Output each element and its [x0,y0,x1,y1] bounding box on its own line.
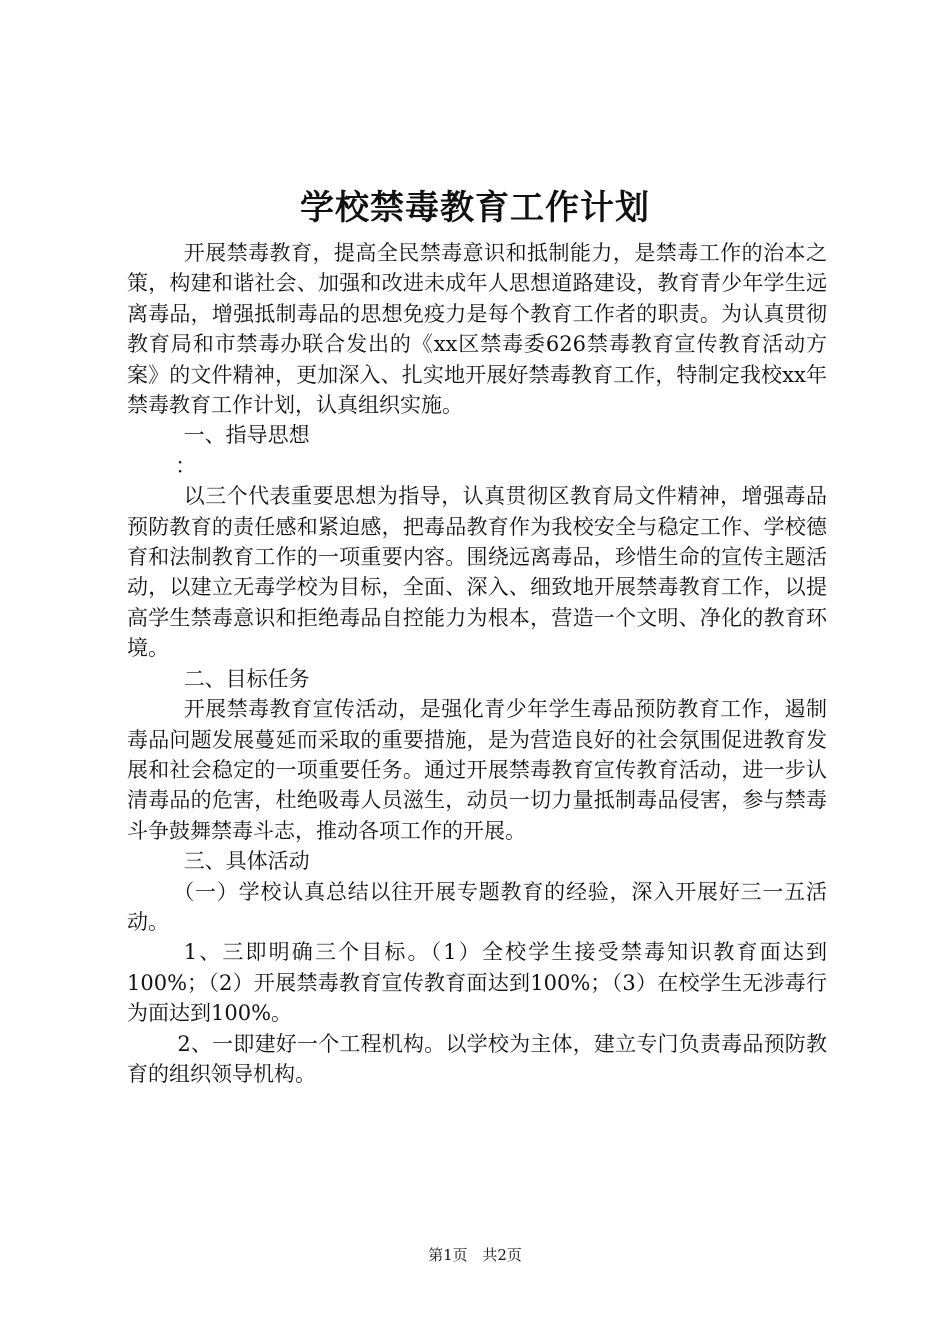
page-total: 共2页 [482,1246,522,1264]
page-title: 学校禁毒教育工作计划 [300,188,650,228]
intro-paragraph: 开展禁毒教育，提高全民禁毒意识和抵制能力，是禁毒工作的治本之策，构建和谐社会、加强和改进未成年人思想道路建设，教育青少年学生远离毒品，增强抵制毒品的思想免疫力是每个教育工作者的职责。为认真贯彻教育局和市禁毒办联合发出的《xx区禁毒委626禁毒教育宣传教育活动方案》的文件精神，更加深入、扎实地开展好禁毒教育工作，特制定我校xx年禁毒教育工作计划，认真组织实施。 [127,241,827,418]
activity-subitem-1: 1、三即明确三个目标。（1）全校学生接受禁毒知识教育面达到100%；（2）开展禁毒教育宣传教育面达到100%；（3）在校学生无涉毒行为面达到100%。 [127,940,827,1026]
section-heading-guiding-ideology: 一、指导思想 [183,423,310,448]
document-body [127,238,827,1089]
page-number: 第1页 [428,1246,468,1264]
activity-item-1: （一）学校认真总结以往开展专题教育的经验，深入开展好三一五活动。 [127,879,827,934]
section-heading-activities: 三、具体活动 [183,849,310,874]
guiding-ideology-paragraph: 以三个代表重要思想为指导，认真贯彻区教育局文件精神，增强毒品预防教育的责任感和紧迫感，把毒品教育作为我校安全与稳定工作、学校德育和法制教育工作的一项重要内容。围绕远离毒品，珍惜生命的宣传主题活动，以建立无毒学校为目标，全面、深入、细致地开展禁毒教育工作，以提高学生禁毒意识和拒绝毒品自控能力为根本，营造一个文明、净化的教育环境。 [127,484,827,661]
section-heading-goals: 二、目标任务 [183,666,310,691]
page-footer [0,1243,950,1267]
activity-subitem-2: 2、一即建好一个工程机构。以学校为主体，建立专门负责毒品预防教育的组织领导机构。 [127,1031,827,1086]
goals-paragraph: 开展禁毒教育宣传活动，是强化青少年学生毒品预防教育工作，遏制毒品问题发展蔓延而采取的重要措施，是为营造良好的社会氛围促进教育发展和社会稳定的一项重要任务。通过开展禁毒教育宣传教育活动，进一步认清毒品的危害，杜绝吸毒人员滋生，动员一切力量抵制毒品侵害，参与禁毒斗争鼓舞禁毒斗志，推动各项工作的开展。 [127,697,827,843]
stray-colon: ： [175,453,197,478]
